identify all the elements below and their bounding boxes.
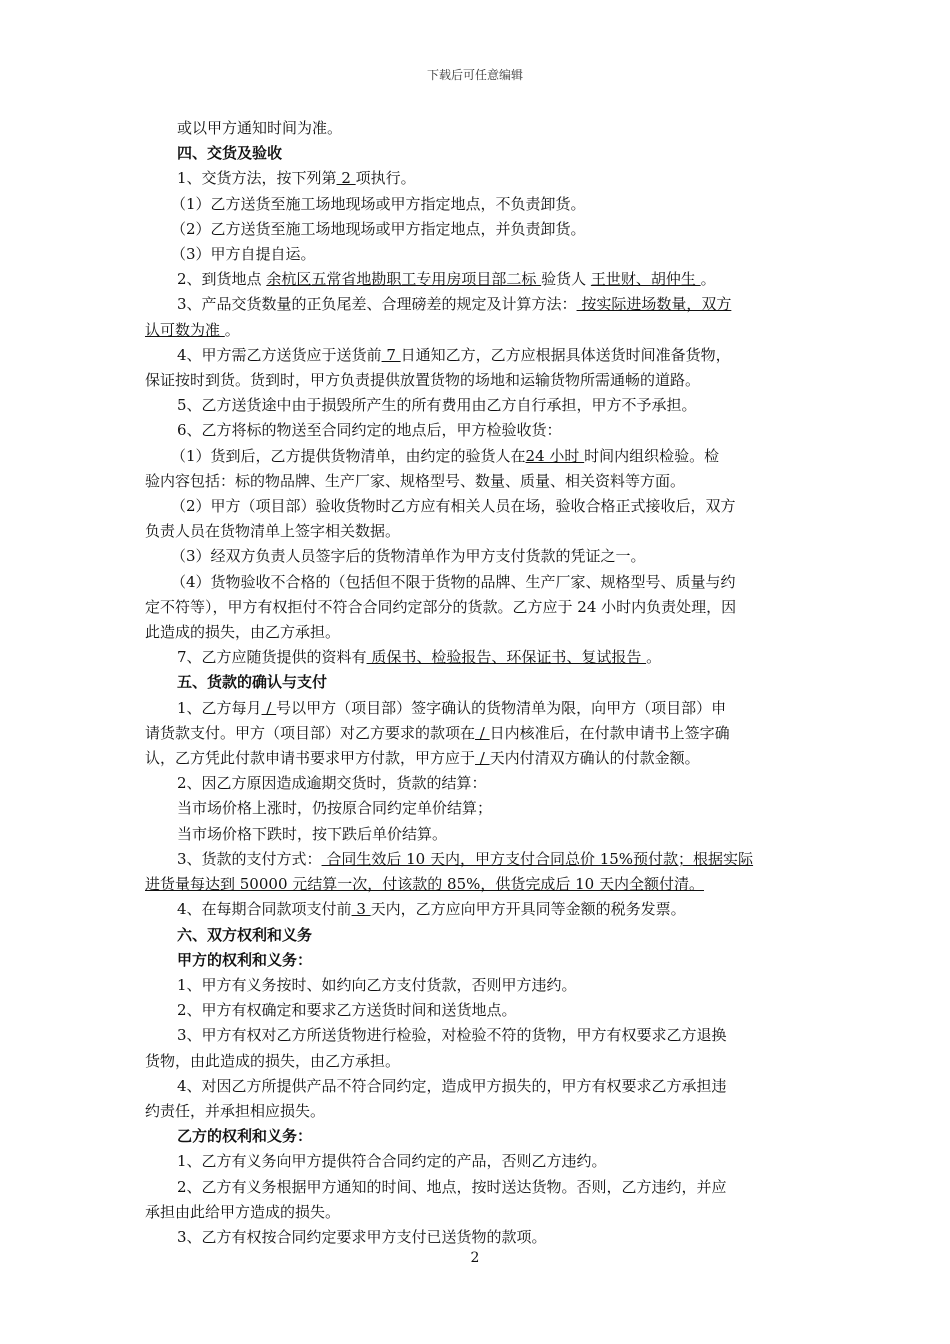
paragraph-line [145,620,805,645]
line-text: 甲方的权利和义务： [177,950,313,969]
line-text: 1、甲方有义务按时、如约向乙方支付货款，否则甲方违约。 [177,975,577,994]
line-text: 请货款支付。甲方（项目部）对乙方要求的款项在 [145,723,476,742]
filled-blank: 合同生效后 10 天内，甲方支付合同总价 15%预付款；根据实际 [321,849,754,868]
line-text: 天内付清双方确认的付款金额。 [489,749,700,768]
paragraph-line [145,1023,805,1048]
line-text: 3、乙方有权按合同约定要求甲方支付已送货物的款项。 [177,1227,547,1246]
paragraph-line [145,1099,805,1124]
line-text: 。 [646,648,662,667]
line-text: 定不符等），甲方有权拒付不符合合同约定部分的货款。乙方应于 24 小时内负责处理，因 [145,597,737,616]
line-text: 天内，乙方应向甲方开具同等金额的税务发票。 [370,900,686,919]
line-text: 。 [224,320,240,339]
document-body [145,116,805,1250]
paragraph-line [145,897,805,922]
filled-blank: 余杭区五常省地勘职工专用房项目部二标 [266,270,542,289]
paragraph-line [145,998,805,1023]
line-text: 验内容包括：标的物品牌、生产厂家、规格型号、数量、质量、相关资料等方面。 [145,471,686,490]
filled-blank: 认可数为准 [145,320,225,339]
paragraph-line [145,469,805,494]
line-text: 2、甲方有权确定和要求乙方送货时间和送货地点。 [177,1001,517,1020]
line-text: 6、乙方将标的物送至合同约定的地点后，甲方检验收货： [177,421,562,440]
paragraph-line [145,847,805,872]
line-text: 六、双方权利和义务 [177,925,313,944]
paragraph-line [145,872,805,897]
line-text: （3）经双方负责人员签字后的货物清单作为甲方支付货款的凭证之一。 [171,547,646,566]
paragraph-line [145,746,805,771]
line-text: 当市场价格下跌时，按下跌后单价结算。 [177,824,448,843]
line-text: 承担由此给甲方造成的损失。 [145,1202,341,1221]
line-text: 约责任，并承担相应损失。 [145,1101,326,1120]
filled-blank: 按实际进场数量，双方 [576,295,732,314]
line-text: 时间内组织检验。检 [584,446,720,465]
line-text: 四、交货及验收 [177,144,283,163]
line-text: 1、交货方法，按下列第 [177,169,337,188]
paragraph-line [145,1175,805,1200]
line-text: 项执行。 [355,169,416,188]
line-text: 1、乙方有义务向甲方提供符合合同约定的产品，否则乙方违约。 [177,1152,607,1171]
line-text: 此造成的损失，由乙方承担。 [145,623,341,642]
line-text: 日内核准后，在付款申请书上签字确 [489,723,730,742]
filled-blank: 7 [381,345,401,364]
line-text: 2、因乙方原因造成逾期交货时，货款的结算： [177,774,487,793]
line-text: 号以甲方（项目部）签字确认的货物清单为限，向甲方（项目部）申 [276,698,727,717]
paragraph-line [145,267,805,292]
paragraph-line [145,166,805,191]
section-heading [145,923,805,948]
paragraph-line [145,494,805,519]
line-text: （4）货物验收不合格的（包括但不限于货物的品牌、生产厂家、规格型号、质量与约 [171,572,736,591]
paragraph-line [145,796,805,821]
paragraph-line [145,368,805,393]
paragraph-line [145,822,805,847]
line-text: 当市场价格上涨时，仍按原合同约定单价结算； [177,799,493,818]
paragraph-line [145,1074,805,1099]
section-heading [145,141,805,166]
section-heading [145,670,805,695]
paragraph-line [145,721,805,746]
line-text: （1）货到后，乙方提供货物清单，由约定的验货人在 [171,446,526,465]
line-text: 五、货款的确认与支付 [177,673,328,692]
paragraph-line [145,444,805,469]
line-text: 3、甲方有权对乙方所送货物进行检验，对检验不符的货物，甲方有权要求乙方退换 [177,1026,727,1045]
line-text: 保证按时到货。货到时，甲方负责提供放置货物的场地和运输货物所需通畅的道路。 [145,371,701,390]
filled-blank: 3 [351,900,371,919]
paragraph-line [145,544,805,569]
line-text: 负责人员在货物清单上签字相关数据。 [145,522,401,541]
line-text: （1）乙方送货至施工场地现场或甲方指定地点，不负责卸货。 [171,194,586,213]
page-header: 下载后可任意编辑 [426,68,523,82]
filled-blank: / [475,749,490,768]
line-text: 。 [700,270,716,289]
paragraph-line [145,973,805,998]
paragraph-line [145,645,805,670]
paragraph-line [145,1049,805,1074]
line-text: 3、货款的支付方式： [177,849,322,868]
paragraph-line [145,292,805,317]
line-text: （2）乙方送货至施工场地现场或甲方指定地点，并负责卸货。 [171,219,586,238]
paragraph-line [145,393,805,418]
filled-blank: / [475,723,490,742]
filled-blank: 进货量每达到 50000 元结算一次，付该款的 85%，供货完成后 10 天内全额付清。 [145,875,704,894]
paragraph-line [145,1225,805,1250]
paragraph-line [145,1149,805,1174]
filled-blank: 2 [336,169,356,188]
paragraph-line [145,771,805,796]
line-text: 3、产品交货数量的正负尾差、合理磅差的规定及计算方法： [177,295,577,314]
page-number: 2 [470,1250,480,1266]
paragraph-line [145,1200,805,1225]
paragraph-line [145,696,805,721]
paragraph-line [145,343,805,368]
line-text: 认，乙方凭此付款申请书要求甲方付款，甲方应于 [145,749,476,768]
line-text: 4、对因乙方所提供产品不符合同约定，造成甲方损失的，甲方有权要求乙方承担违 [177,1076,727,1095]
paragraph-line [145,318,805,343]
paragraph-line [145,595,805,620]
line-text: 验货人 [541,270,591,289]
line-text: 乙方的权利和义务： [177,1127,313,1146]
section-heading [145,1124,805,1149]
line-text: 7、乙方应随货提供的资料有 [177,648,367,667]
line-text: （3）甲方自提自运。 [171,245,316,264]
filled-blank: 质保书、检验报告、环保证书、复试报告 [366,648,647,667]
line-text: 4、甲方需乙方送货应于送货前 [177,345,382,364]
paragraph-line [145,217,805,242]
line-text: 或以甲方通知时间为准。 [177,119,343,137]
filled-blank: 24 小时 [525,446,585,465]
line-text: 2、到货地点 [177,270,267,289]
paragraph-line [145,242,805,267]
line-text: 日通知乙方，乙方应根据具体送货时间准备货物， [400,345,731,364]
line-text: 货物，由此造成的损失，由乙方承担。 [145,1051,401,1070]
line-text: 4、在每期合同款项支付前 [177,900,352,919]
line-text: （2）甲方（项目部）验收货物时乙方应有相关人员在场，验收合格正式接收后，双方 [171,497,736,516]
filled-blank: 王世财、胡仲生 [590,270,701,289]
line-text: 5、乙方送货途中由于损毁所产生的所有费用由乙方自行承担，甲方不予承担。 [177,396,697,415]
section-heading [145,948,805,973]
filled-blank: / [261,698,277,717]
line-text: 2、乙方有义务根据甲方通知的时间、地点，按时送达货物。否则，乙方违约，并应 [177,1177,727,1196]
paragraph-line [145,519,805,544]
paragraph-line [145,192,805,217]
paragraph-line [145,116,805,141]
paragraph-line [145,570,805,595]
line-text: 1、乙方每月 [177,698,262,717]
paragraph-line [145,418,805,443]
